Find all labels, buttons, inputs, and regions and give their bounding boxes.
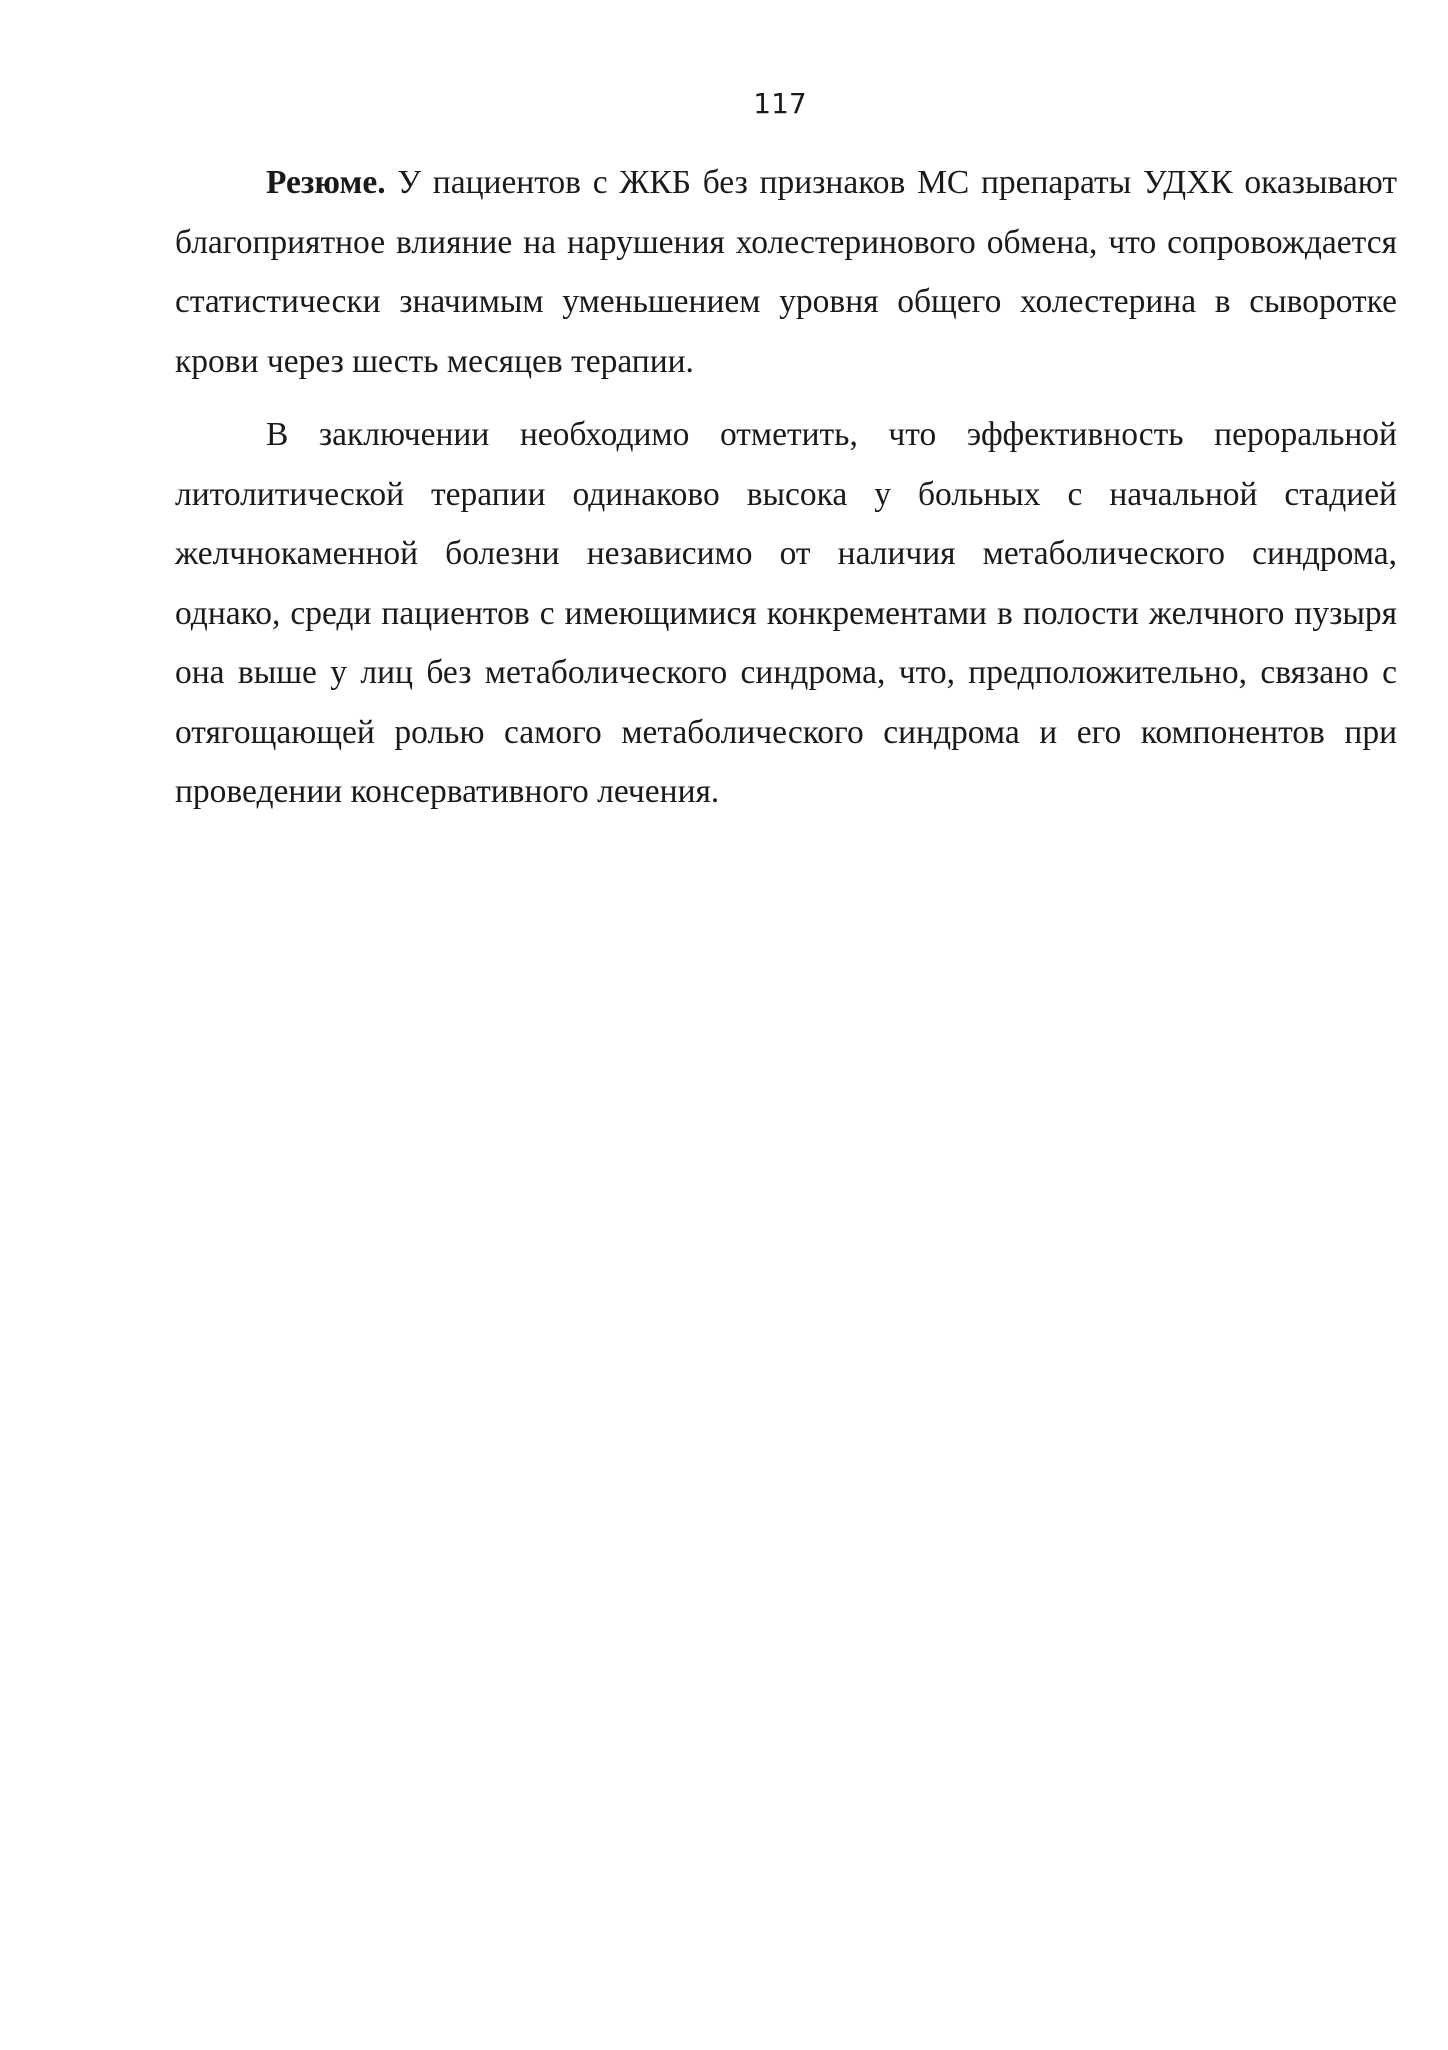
conclusion-paragraph: [175, 405, 1397, 822]
document-body: [175, 153, 1397, 822]
page-number: 117: [753, 87, 807, 120]
summary-lead: Резюме.: [266, 164, 386, 201]
conclusion-text: В заключении необходимо отметить, что эффективность пероральной литолитической терапии одинаково высока у больных с начальной стадией желчнокаменной болезни независимо от наличия метаболического синдрома, однако, среди пациентов с имеющимися конкрементами в полости желчного пузыря она выше у лиц без метаболического синдрома, что, предположительно, связано с отягощающей ролью самого метаболического синдрома и его компонентов при проведении консервативного лечения.: [175, 416, 1397, 810]
summary-paragraph: [175, 153, 1397, 391]
summary-text: У пациентов с ЖКБ без признаков МС препараты УДХК оказывают благоприятное влияние на нарушения холестеринового обмена, что сопровождается статистически значимым уменьшением уровня общего холестерина в сыворотке крови через шесть месяцев терапии.: [175, 164, 1398, 380]
